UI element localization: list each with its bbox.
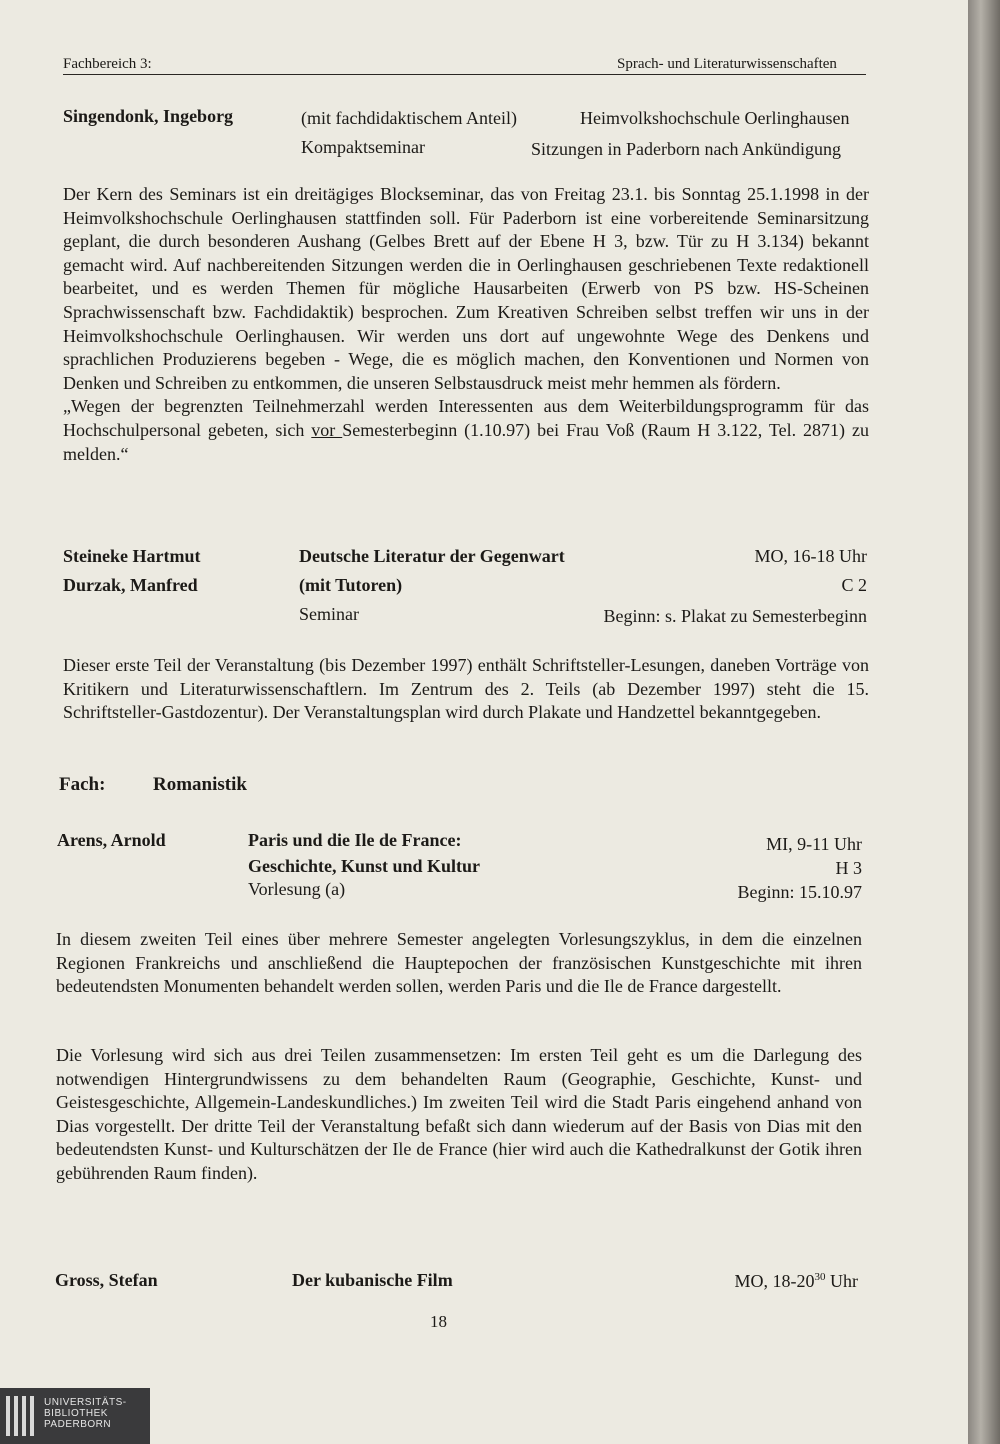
page-edge	[968, 0, 1000, 1444]
course2-description	[63, 654, 869, 725]
course3-paragraph-2: Die Vorlesung wird sich aus drei Teilen zusammensetzen: Im ersten Teil geht es um die Darlegung des notwendigen Hintergrundwissens zu dem behandelten Raum (Geographie, Geschichte, Kunst- und Geistesgeschichte, Allgemein-Landeskundliches.) Im zweiten Teil wird die Stadt Paris eingehend anhand von Dias vorgestellt. Der dritte Teil der Veranstaltung befaßt sich dann wiederum auf der Basis von Dias mit den bedeutendsten Kunst- und Kulturschätzen der Ile de France (hier wird auch die Kathedralkunst der Gotik ihren gebührenden Raum finden).	[56, 1045, 862, 1183]
course2-title-1: Deutsche Literatur der Gegenwart	[299, 546, 565, 566]
course2-type: Seminar	[299, 604, 359, 624]
course3-title-1: Paris und die Ile de France:	[248, 830, 462, 850]
library-logo	[0, 1388, 150, 1444]
course1-description	[63, 183, 869, 466]
course2-title-2: (mit Tutoren)	[299, 575, 403, 595]
course1-schedule: Sitzungen in Paderborn nach Ankündigung	[531, 139, 841, 159]
course3-lecturer: Arens, Arnold	[57, 830, 166, 850]
course1-paragraph-1: Der Kern des Seminars ist ein dreitägiges Blockseminar, das von Freitag 23.1. bis Sonntag 25.1.1998 in der Heimvolkshochschule Oerlinghausen stattfinden soll. Für Paderborn ist eine vorbereitende Seminarsitzung geplant, die durch besonderen Aushang (Gelbes Brett auf der Ebene H 3, bzw. Tür zu H 3.134) bekannt gemacht wird. Auf nachbereitenden Sitzungen werden die in Oerlinghausen geschriebenen Texte redaktionell bearbeitet, und es werden Themen für mögliche Hausarbeiten (Erwerb von PS bzw. HS-Scheinen Sprachwissenschaft bzw. Fachdidaktik) besprochen. Zum Kreativen Schreiben selbst treffen wir uns in der Heimvolkshochschule Oerlinghausen. Wir werden uns dort auf ungewohnte Wege des Denkens und sprachlichen Produzierens begeben - Wege, die es möglich machen, den Konventionen und Normen von Denken und Schreiben zu entkommen, die unseren Selbstausdruck meist mehr hemmen als fördern.	[63, 184, 869, 393]
course3-room: H 3	[835, 858, 862, 878]
course2-paragraph: Dieser erste Teil der Veranstaltung (bis Dezember 1997) enthält Schriftsteller-Lesungen, daneben Vorträge von Kritikern und Literaturwissenschaftlern. Im Zentrum des 2. Teils (ab Dezember 1997) steht die 15. Schriftsteller-Gastdozentur). Der Veranstaltungsplan wird durch Plakate und Handzettel bekanntgegeben.	[63, 655, 869, 723]
fach-name: Romanistik	[153, 774, 247, 795]
course4-lecturer: Gross, Stefan	[55, 1270, 158, 1290]
course3-description-2	[56, 1044, 862, 1186]
course2-lecturer-2: Durzak, Manfred	[63, 575, 198, 595]
course2-room: C 2	[841, 575, 867, 595]
course3-type: Vorlesung (a)	[248, 879, 346, 899]
course1-type: Kompaktseminar	[301, 137, 425, 157]
course3-description-1	[56, 928, 862, 999]
header-left: Fachbereich 3:	[63, 56, 152, 72]
course3-time: MI, 9-11 Uhr	[766, 834, 862, 854]
course1-paragraph-2: „Wegen der begrenzten Teilnehmerzahl werden Interessenten aus dem Weiterbildungsprogramm für das Hochschulpersonal gebeten, sich vor Semesterbeginn (1.10.97) bei Frau Voß (Raum H 3.122, Tel. 2871) zu melden.“	[63, 396, 869, 464]
course3-title-2: Geschichte, Kunst und Kultur	[248, 856, 481, 876]
course3-paragraph-1: In diesem zweiten Teil eines über mehrere Semester angelegten Vorlesungszyklus, in dem die einzelnen Regionen Frankreichs und anschließend die Hauptepochen der französischen Kunstgeschichte mit ihren bedeutendsten Monumenten behandelt werden sollen, werden Paris und die Ile de France dargestellt.	[56, 929, 862, 997]
fach-label: Fach:	[59, 774, 106, 795]
library-logo-text: UNIVERSITÄTS- BIBLIOTHEK PADERBORN	[44, 1397, 127, 1430]
course1-lecturer: Singendonk, Ingeborg	[63, 106, 234, 126]
course2-start: Beginn: s. Plakat zu Semesterbeginn	[603, 606, 867, 626]
course1-place: Heimvolkshochschule Oerlinghausen	[580, 108, 850, 128]
header-right: Sprach- und Literaturwissenschaften	[617, 56, 837, 72]
course1-note: (mit fachdidaktischem Anteil)	[301, 108, 517, 128]
page-number: 18	[430, 1312, 447, 1331]
header-rule	[63, 74, 866, 75]
course4-title: Der kubanische Film	[292, 1270, 453, 1290]
course3-start: Beginn: 15.10.97	[737, 882, 862, 902]
course4-time: MO, $18-20^{30}$ Uhr	[734, 1271, 858, 1291]
course2-time: MO, 16-18 Uhr	[754, 546, 867, 566]
course2-lecturer-1: Steineke Hartmut	[63, 546, 201, 566]
